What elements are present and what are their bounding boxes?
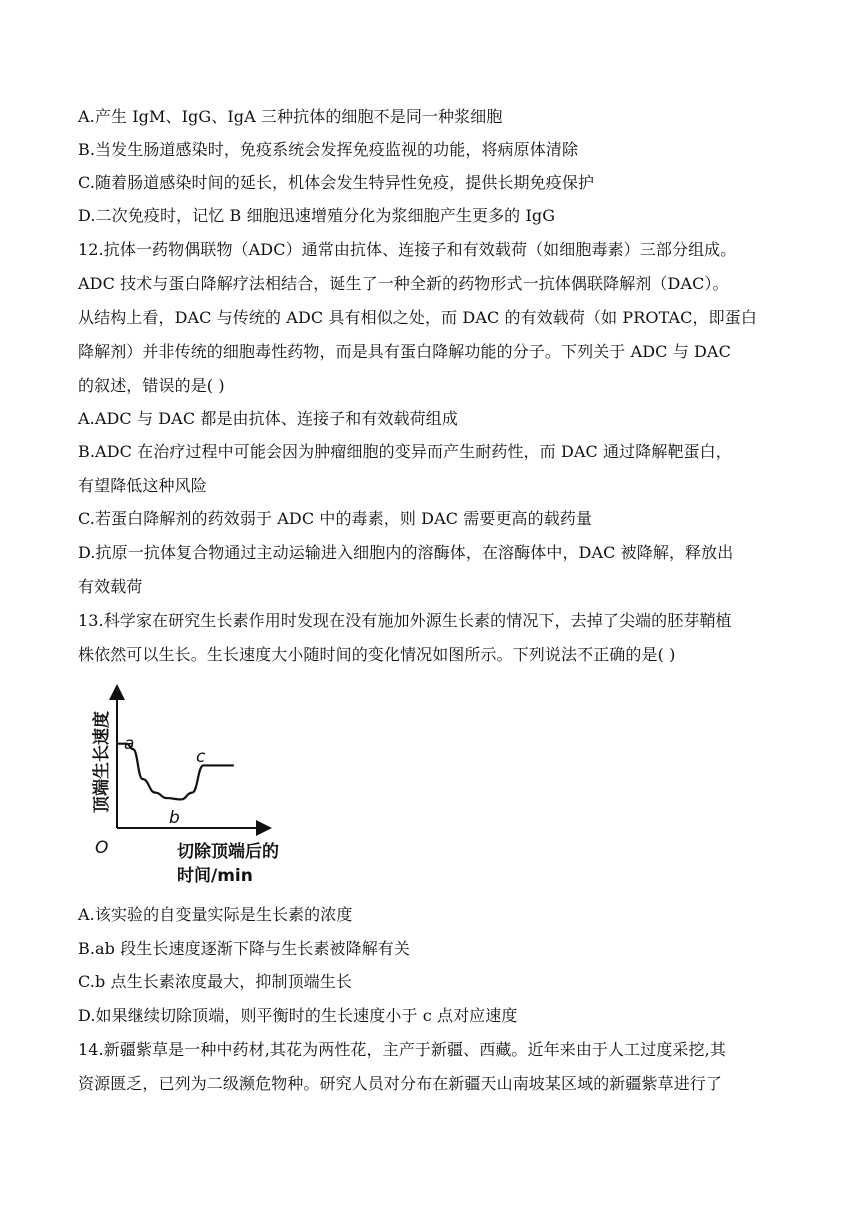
option-13c: C.b 点生长素浓度最大，抑制顶端生长 <box>78 972 352 991</box>
option-11d: D.二次免疫时，记忆 B 细胞迅速增殖分化为浆细胞产生更多的 IgG <box>78 206 556 225</box>
option-12b-line-2: 有望降低这种风险 <box>78 476 207 495</box>
option-12b-line-1: B.ADC 在治疗过程中可能会因为肿瘤细胞的变异而产生耐药性，而 DAC 通过降解靶蛋白， <box>78 442 732 461</box>
question-12-line-3: 从结构上看，DAC 与传统的 ADC 具有相似之处，而 DAC 的有效载荷（如 PROTAC，即蛋白 <box>78 308 757 327</box>
question-12-line-5: 的叙述，错误的是( ) <box>78 376 225 395</box>
option-12d-line-1: D.抗原一抗体复合物通过主动运输进入细胞内的溶酶体，在溶酶体中，DAC 被降解，释放出 <box>78 543 734 562</box>
origin-label: O <box>95 838 109 858</box>
option-12d-line-2: 有效载荷 <box>78 577 143 596</box>
question-12-line-2: ADC 技术与蛋白降解疗法相结合，诞生了一种全新的药物形式一抗体偶联降解剂（DAC）。 <box>78 274 729 293</box>
option-11b: B.当发生肠道感染时，免疫系统会发挥免疫监视的功能，将病原体清除 <box>78 140 579 159</box>
growth-speed-figure <box>70 680 330 890</box>
question-12-line-4: 降解剂）并非传统的细胞毒性药物，而是具有蛋白降解功能的分子。下列关于 ADC 与 DAC <box>78 342 731 361</box>
y-axis-label: 顶端生长速度 <box>92 711 112 813</box>
option-13b: B.ab 段生长速度逐渐下降与生长素被降解有关 <box>78 939 411 958</box>
option-12c: C.若蛋白降解剂的药效弱于 ADC 中的毒素，则 DAC 需要更高的载药量 <box>78 509 593 528</box>
option-12a: A.ADC 与 DAC 都是由抗体、连接子和有效载荷组成 <box>78 409 458 428</box>
x-axis-label-line-1: 切除顶端后的 <box>177 842 279 862</box>
point-label-a: a <box>124 734 135 754</box>
point-label-c: c <box>196 747 206 767</box>
growth-speed-curve <box>117 744 234 800</box>
option-11a: A.产生 IgM、IgG、IgA 三种抗体的细胞不是同一种浆细胞 <box>78 107 503 126</box>
question-12-line-1: 12.抗体一药物偶联物（ADC）通常由抗体、连接子和有效载荷（如细胞毒素）三部分组成。 <box>78 240 737 259</box>
option-13d: D.如果继续切除顶端，则平衡时的生长速度小于 c 点对应速度 <box>78 1006 518 1025</box>
x-axis-label-line-2: 时间/min <box>177 866 253 886</box>
question-14-line-1: 14.新疆紫草是一种中药材,其花为两性花，主产于新疆、西藏。近年来由于人工过度采挖,其 <box>78 1040 726 1059</box>
growth-speed-chart <box>70 680 330 890</box>
question-13-line-2: 株依然可以生长。生长速度大小随时间的变化情况如图所示。下列说法不正确的是( ) <box>78 645 676 664</box>
point-label-b: b <box>169 808 180 828</box>
question-14-line-2: 资源匮乏，已列为二级濒危物种。研究人员对分布在新疆天山南坡某区域的新疆紫草进行了 <box>78 1074 723 1093</box>
question-13-line-1: 13.科学家在研究生长素作用时发现在没有施加外源生长素的情况下，去掉了尖端的胚芽鞘植 <box>78 611 732 630</box>
option-11c: C.随着肠道感染时间的延长，机体会发生特异性免疫，提供长期免疫保护 <box>78 173 595 192</box>
option-13a: A.该实验的自变量实际是生长素的浓度 <box>78 905 353 924</box>
